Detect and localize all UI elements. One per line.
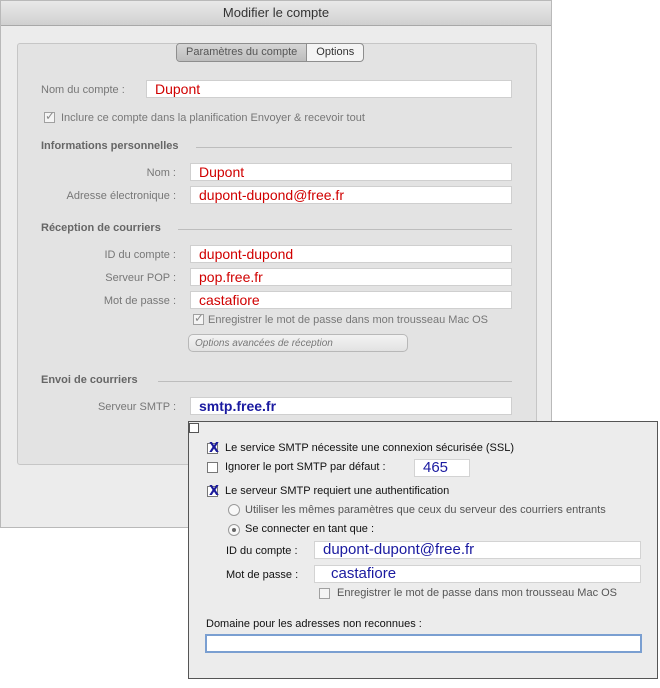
incoming-keychain-label: Enregistrer le mot de passe dans mon trousseau Mac OS bbox=[208, 314, 489, 326]
include-schedule-checkbox[interactable] bbox=[44, 112, 55, 123]
section-divider bbox=[178, 229, 512, 230]
smtp-keychain-checkbox[interactable] bbox=[319, 588, 330, 599]
personal-info-heading: Informations personnelles bbox=[41, 140, 179, 152]
pop-server-label: Serveur POP : bbox=[105, 272, 176, 284]
email-label: Adresse électronique : bbox=[66, 190, 176, 202]
smtp-auth-label: Le serveur SMTP requiert une authentification bbox=[225, 485, 450, 497]
name-field[interactable]: Dupont bbox=[190, 163, 512, 181]
pop-server-field[interactable]: pop.free.fr bbox=[190, 268, 512, 286]
incoming-keychain-checkbox[interactable] bbox=[193, 314, 204, 325]
account-name-label: Nom du compte : bbox=[41, 84, 125, 96]
section-divider bbox=[196, 147, 512, 148]
ssl-label: Le service SMTP nécessite une connexion sécurisée (SSL) bbox=[225, 442, 514, 454]
smtp-password-field[interactable]: castafiore bbox=[314, 565, 641, 583]
smtp-server-field[interactable]: smtp.free.fr bbox=[190, 397, 512, 415]
unknown-domain-field[interactable] bbox=[205, 634, 642, 653]
incoming-password-label: Mot de passe : bbox=[103, 295, 176, 307]
smtp-port-field[interactable]: 465 bbox=[414, 459, 470, 477]
smtp-auth-checkbox[interactable] bbox=[207, 486, 218, 497]
section-divider bbox=[158, 381, 512, 382]
window-title: Modifier le compte bbox=[1, 1, 551, 26]
incoming-mail-heading: Réception de courriers bbox=[41, 222, 161, 234]
name-label: Nom : bbox=[146, 167, 176, 179]
dialog-close-box[interactable] bbox=[189, 423, 199, 433]
ssl-checkbox[interactable] bbox=[207, 443, 218, 454]
login-as-radio[interactable] bbox=[228, 524, 240, 536]
incoming-password-field[interactable]: castafiore bbox=[190, 291, 512, 309]
override-port-label: Ignorer le port SMTP par défaut : bbox=[225, 461, 386, 473]
account-name-field[interactable]: Dupont bbox=[146, 80, 512, 98]
smtp-server-label: Serveur SMTP : bbox=[97, 401, 176, 413]
unknown-domain-label: Domaine pour les adresses non reconnues : bbox=[206, 618, 422, 630]
include-schedule-label: Inclure ce compte dans la planification Envoyer & recevoir tout bbox=[61, 112, 365, 124]
smtp-account-id-field[interactable]: dupont-dupont@free.fr bbox=[314, 541, 641, 559]
smtp-account-id-label: ID du compte : bbox=[226, 545, 298, 557]
tab-account-settings[interactable]: Paramètres du compte bbox=[177, 44, 307, 61]
outgoing-mail-heading: Envoi de courriers bbox=[41, 374, 138, 386]
override-port-checkbox[interactable] bbox=[207, 462, 218, 473]
incoming-account-id-field[interactable]: dupont-dupond bbox=[190, 245, 512, 263]
advanced-receive-options-button[interactable]: Options avancées de réception bbox=[188, 334, 408, 352]
email-field[interactable]: dupont-dupond@free.fr bbox=[190, 186, 512, 204]
incoming-account-id-label: ID du compte : bbox=[104, 249, 176, 261]
smtp-password-label: Mot de passe : bbox=[226, 569, 299, 581]
smtp-keychain-label: Enregistrer le mot de passe dans mon trousseau Mac OS bbox=[337, 587, 618, 599]
login-as-label: Se connecter en tant que : bbox=[245, 523, 375, 535]
tab-options[interactable]: Options bbox=[316, 46, 355, 58]
same-params-radio[interactable] bbox=[228, 504, 240, 516]
same-params-label: Utiliser les mêmes paramètres que ceux du serveur des courriers entrants bbox=[245, 504, 606, 516]
tab-bar bbox=[176, 43, 364, 62]
